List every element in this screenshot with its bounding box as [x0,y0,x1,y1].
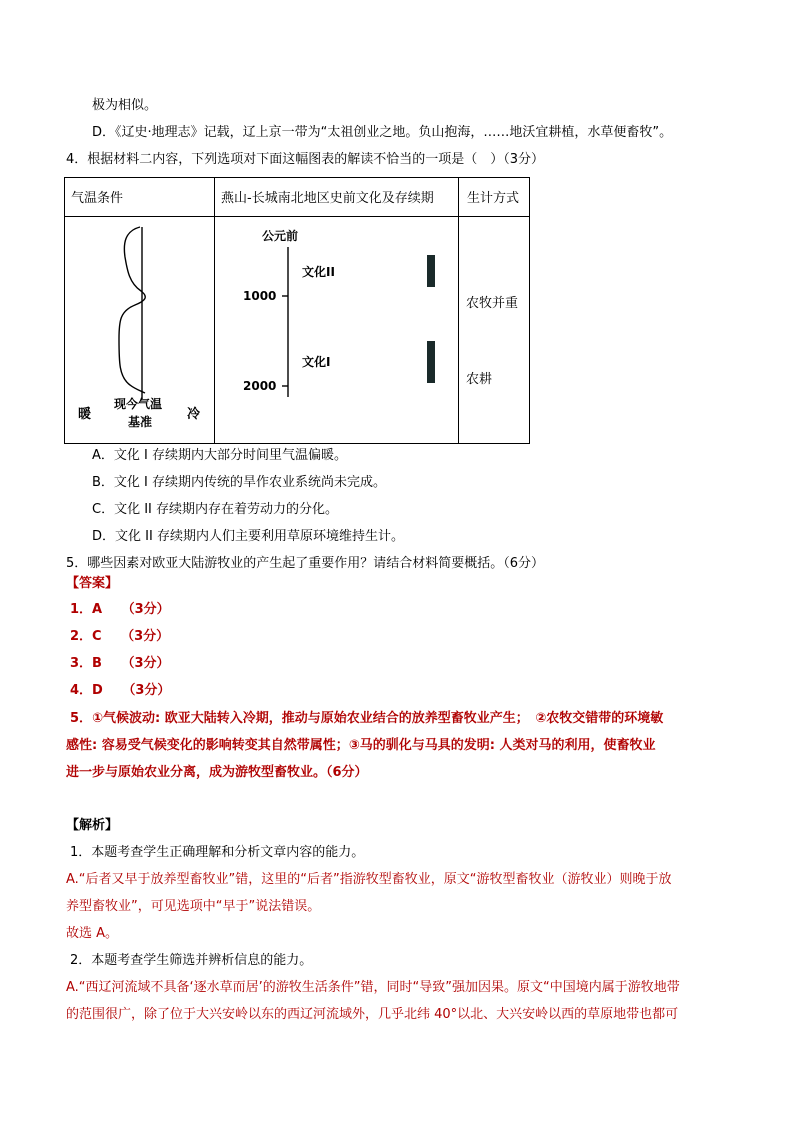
baseline-label-2: 基准 [128,415,153,429]
answer-1: 1．A （3分） [70,602,170,617]
analysis-line: A.“西辽河流域不具备‘逐水草而居’的游牧生活条件”错，同时“导致”强加因果。原文“中国境内属于游牧地带 [66,980,680,995]
culture-2-label: 文化II [302,265,335,279]
tick-1000: 1000 [243,289,277,303]
culture-1-label: 文化I [302,355,331,369]
question-5: 5．哪些因素对欧亚大陆游牧业的产生起了重要作用？请结合材料简要概括。（6分） [66,556,545,571]
text-line: 极为相似。 [92,98,158,113]
header-livelihood: 生计方式 [459,178,530,217]
timeline-cell [215,217,459,444]
timeline-axis [215,217,458,443]
analysis-line: 2．本题考查学生筛选并辨析信息的能力。 [70,953,313,968]
warm-label: 暖 [78,407,92,422]
livelihood-cell [459,217,530,444]
option-c: C．文化 II 存续期内存在着劳动力的分化。 [92,502,339,517]
axis-title: 公元前 [262,229,299,243]
option-b: B．文化 I 存续期内传统的旱作农业系统尚未完成。 [92,475,387,490]
answer-5-line-2: 感性: 容易受气候变化的影响转变其自然带属性；③马的驯化与马具的发明: 人类对马的利用，使畜牧业 [66,738,656,753]
answer-5-line-1: 5．①气候波动: 欧亚大陆转入冷期，推动与原始农业结合的放养型畜牧业产生； ②农牧交错带的环境敏 [70,711,664,726]
header-temperature: 气温条件 [65,178,215,217]
answer-5-line-3: 进一步与原始农业分离，成为游牧型畜牧业。（6分） [66,765,368,780]
livelihood-farming: 农耕 [466,372,493,387]
question-4: 4．根据材料二内容，下列选项对下面这幅图表的解读不恰当的一项是（ ）（3分） [66,152,545,167]
answer-heading: 【答案】 [66,576,119,591]
analysis-line: 1．本题考查学生正确理解和分析文章内容的能力。 [70,845,365,860]
answer-3: 3．B （3分） [70,656,170,671]
tick-2000: 2000 [243,379,277,393]
header-culture: 燕山-长城南北地区史前文化及存续期 [215,178,459,217]
option-d: D．文化 II 存续期内人们主要利用草原环境维持生计。 [92,529,404,544]
analysis-line: 故选 A。 [66,926,119,941]
option-a: A．文化 I 存续期内大部分时间里气温偏暖。 [92,448,347,463]
text-line: D．《辽史·地理志》记载，辽上京一带为“太祖创业之地。负山抱海，……地沃宜耕植，水草便畜牧”。 [92,125,673,140]
analysis-line: A.“后者又早于放养型畜牧业”错，这里的“后者”指游牧型畜牧业，原文“游牧型畜牧业（游牧业）则晚于放 [66,872,672,887]
baseline-label: 现今气温 [114,397,163,411]
livelihood-mixed: 农牧并重 [466,296,519,311]
analysis-heading: 【解析】 [66,818,119,833]
analysis-line: 养型畜牧业”，可见选项中“早于”说法错误。 [66,899,321,914]
analysis-line: 的范围很广，除了位于大兴安岭以东的西辽河流域外，几乎北纬 40°以北、大兴安岭以西的草原地带也都可 [66,1007,679,1022]
cold-label: 冷 [187,407,201,422]
answer-4: 4．D （3分） [70,683,171,698]
answer-2: 2．C （3分） [70,629,170,644]
temperature-cell [65,217,215,444]
chart-table [64,177,530,444]
